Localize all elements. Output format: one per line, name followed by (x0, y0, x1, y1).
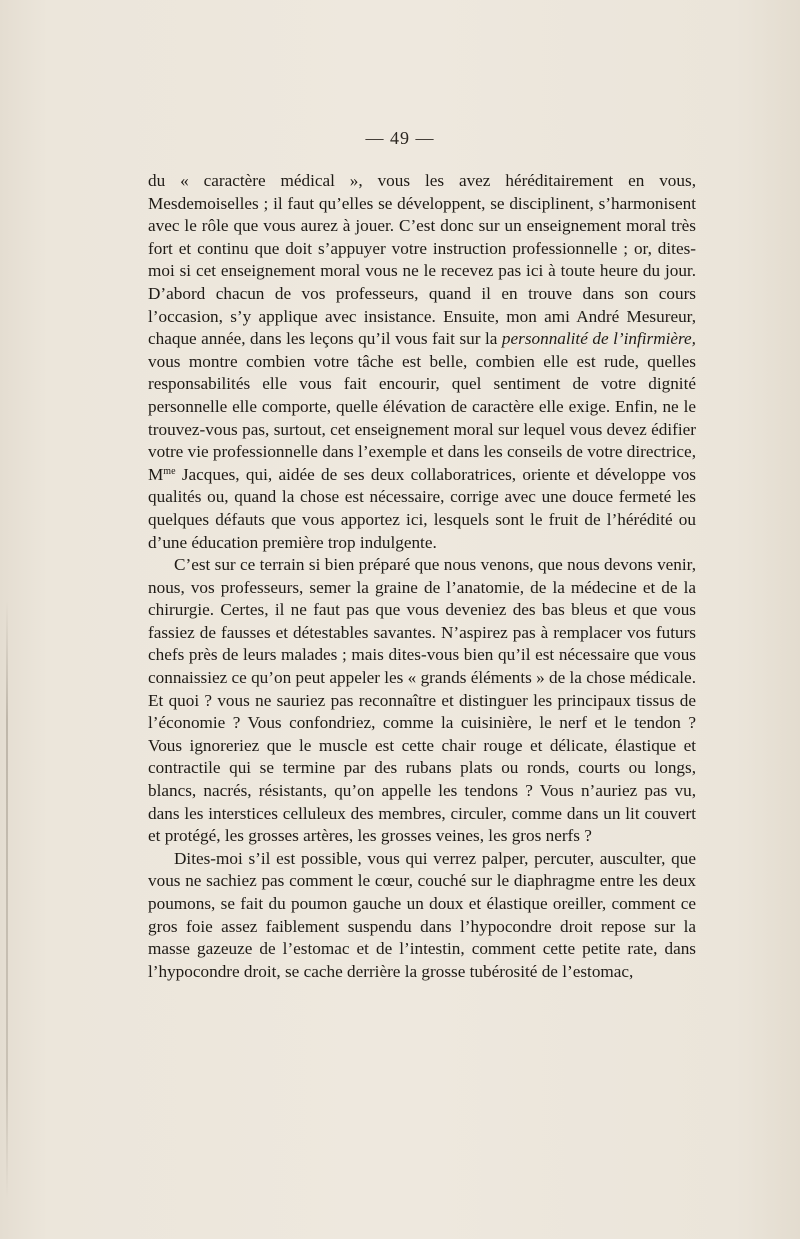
italic-phrase: personnalité de l’infirmière, (501, 329, 696, 349)
paragraph-1-part-a: du « caractère médical », vous les avez héréditairement en vous, Mesdemoiselles ; il faut qu’elles se développent, se disciplinent, s’harmonisent avec le rôle que vous aurez à jouer. C’est donc sur un enseignement moral très fort et continu que doit s’appuyer votre instruction professionnelle ; or, dites-moi si cet enseignement moral vous ne le recevez pas ici à toute heure du jour. D’abord chacun de vos professeurs, quand il en trouve dans son cours l’occasion, s’y applique avec insistance. Ensuite, mon ami André Mesureur, chaque année, dans les leçons qu’il vous fait sur la (148, 171, 696, 349)
paragraph-2: C’est sur ce terrain si bien préparé que nous venons, que nous devons venir, nous, vos professeurs, semer la graine de l’anatomie, de la médecine et de la chirurgie. Certes, il ne faut pas que vous deveniez des bas bleus et que vous fassiez de fausses et détestables savantes. N’aspirez pas à remplacer vos futurs chefs près de leurs malades ; mais dites-vous bien qu’il est nécessaire que vous connaissiez ce qu’on peut appeler les « grands éléments » de la chose médicale. Et quoi ? vous ne sauriez pas reconnaître et distinguer les principaux tissus de l’économie ? Vous confondriez, comme la cuisinière, le nerf et le tendon ? Vous ignoreriez que le muscle est cette chair rouge et délicate, élastique et contractile qui se termine par des rubans plats ou ronds, courts ou longs, blancs, nacrés, résistants, qu’on appelle les tendons ? Vous n’auriez pas vu, dans les interstices celluleux des membres, circuler, comme dans un lit couvert et protégé, les grosses artères, les grosses veines, les gros nerfs ? (148, 555, 696, 846)
paragraph-1-part-b: vous montre combien votre tâche est belle, combien elle est rude, quelles responsabilités elle vous fait encourir, quel sentiment de votre dignité personnelle elle comporte, quelle élévation de caractère elle exige. Enfin, ne le trouvez-vous pas, surtout, cet enseignement moral sur lequel vous devez édifier votre vie professionnelle dans l’exemple et dans les conseils de votre directrice, M (148, 351, 696, 484)
superscript-me: me (163, 465, 176, 477)
paragraph-1-part-c: Jacques, qui, aidée de ses deux collaboratrices, oriente et développe vos qualités ou, quand la chose est nécessaire, corrige avec une douce fermeté les quelques défauts que vous apportez ici, lesquels sont le fruit de l’hérédité ou d’une éducation première trop indulgente. (148, 464, 696, 552)
paragraph-1 (148, 170, 696, 554)
page-edge-shadow (6, 600, 8, 1200)
body-text (148, 170, 696, 983)
paragraph-3: Dites-moi s’il est possible, vous qui verrez palper, percuter, ausculter, que vous ne sachiez pas comment le cœur, couché sur le diaphragme entre les deux poumons, se fait du poumon gauche un doux et élastique oreiller, comment ce gros foie assez faiblement suspendu dans l’hypocondre droit repose sur la masse gazeuze de l’estomac et de l’intestin, comment cette petite rate, dans l’hypocondre droit, se cache derrière la grosse tubérosité de l’estomac, (148, 848, 696, 981)
page-number: — 49 — (365, 128, 435, 148)
